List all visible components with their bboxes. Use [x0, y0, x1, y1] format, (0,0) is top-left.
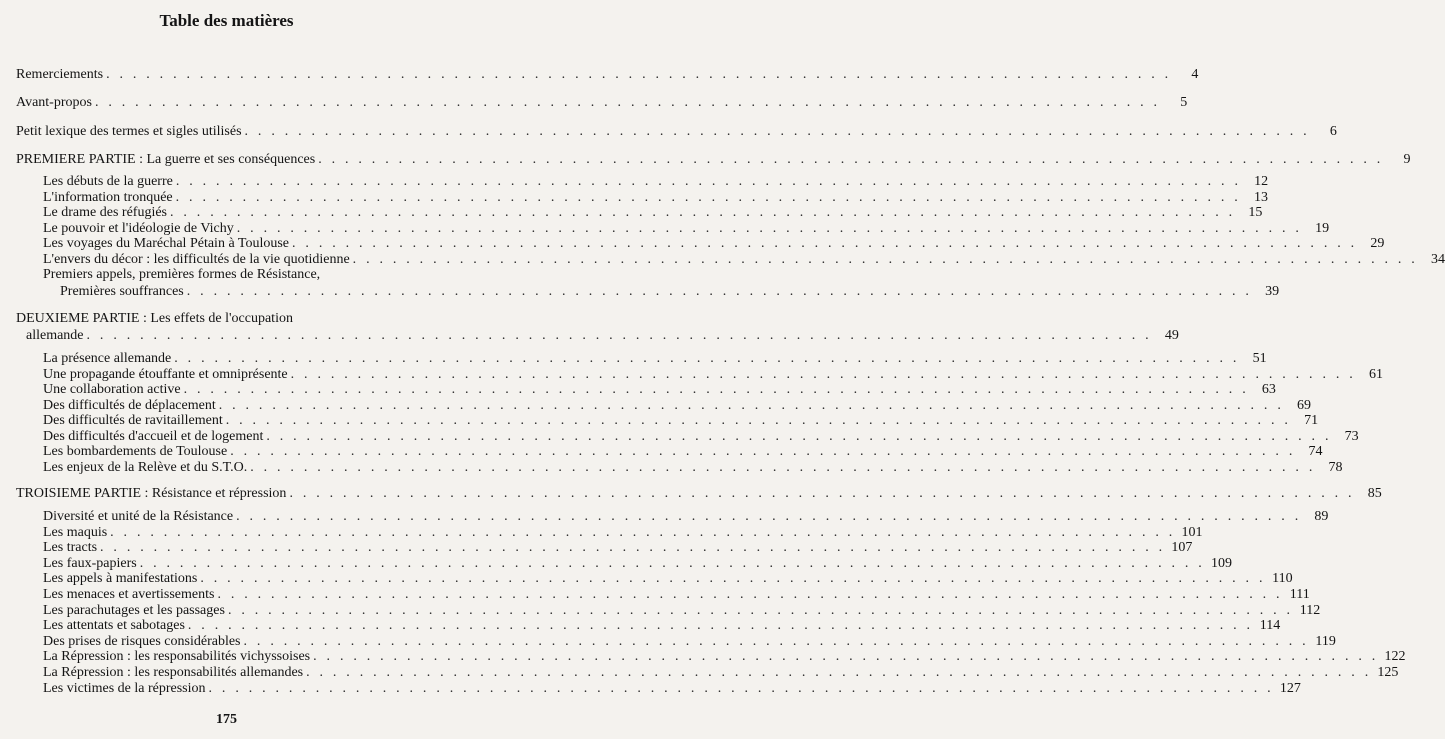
entry-title: Les attentats et sabotages: [43, 618, 185, 634]
toc-entry: [43, 251, 1445, 268]
entry-page-number: 109: [1211, 555, 1232, 571]
entry-page-number: 111: [1289, 587, 1310, 602]
entry-title: TROISIEME PARTIE : Résistance et répression: [16, 486, 287, 501]
entry-page-number: 51: [1252, 351, 1267, 366]
dot-leader: . . . . . . . . . . . . . . . . . . . . . . . . . . . . . . . . . . . . . . . . . . . . . . . . . . . . . . . . . . . . . . . . . . . . . . . . . . . . . . . .: [225, 413, 1292, 428]
entry-page-number: 101: [1181, 524, 1203, 540]
toc-entry-front: [16, 95, 1188, 111]
dot-leader: . . . . . . . . . . . . . . . . . . . . . . . . . . . . . . . . . . . . . . . . . . . . . . . . . . . . . . . . . . . . . . . . . . . . . . . . . . . . . . . .: [230, 444, 1296, 459]
dot-leader: . . . . . . . . . . . . . . . . . . . . . . . . . . . . . . . . . . . . . . . . . . . . . . . . . . . . . . . . . . . . . . . . . . . . . . . . . . . . . . . .: [186, 284, 1253, 299]
entry-page-number: 89: [1314, 509, 1329, 524]
entry-page-number: 122: [1384, 649, 1406, 665]
toc-entry: [43, 524, 1203, 541]
dot-leader: . . . . . . . . . . . . . . . . . . . . . . . . . . . . . . . . . . . . . . . . . . . . . . . . . . . . . . . . . . . . . . . . . . . . . . . . . . . . . . . .: [106, 67, 1172, 82]
entry-page-number: 63: [1261, 382, 1276, 397]
entry-title: L'information tronquée: [43, 189, 173, 205]
dot-leader: . . . . . . . . . . . . . . . . . . . . . . . . . . . . . . . . . . . . . . . . . . . . . . . . . . . . . . . . . . . . . . . . . . . . . . . . . . . . . . . .: [208, 680, 1274, 696]
dot-leader: . . . . . . . . . . . . . . . . . . . . . . . . . . . . . . . . . . . . . . . . . . . . . . . . . . . . . . . . . . . . . . . . . . . . . . . . . . . . . . . .: [352, 251, 1418, 267]
toc-entry: [43, 587, 1310, 603]
entry-title: Des difficultés de ravitaillement: [43, 413, 223, 428]
entry-title: Les appels à manifestations: [43, 571, 198, 587]
toc-entry: [43, 428, 1359, 445]
dot-leader: . . . . . . . . . . . . . . . . . . . . . . . . . . . . . . . . . . . . . . . . . . . . . . . . . . . . . . . . . . . . . . . . . . . . . . . . . . . . . . . .: [218, 397, 1285, 413]
entry-page-number: 49: [1164, 328, 1179, 343]
page-number: 175: [216, 712, 237, 727]
page-title: Table des matières: [159, 11, 294, 30]
entry-title: Avant-propos: [16, 95, 92, 110]
entry-title: allemande: [26, 328, 84, 343]
part-heading: [26, 328, 1179, 344]
dot-leader: . . . . . . . . . . . . . . . . . . . . . . . . . . . . . . . . . . . . . . . . . . . . . . . . . . . . . . . . . . . . . . . . . . . . . . . . . . . . . . . .: [183, 382, 1249, 397]
entry-page-number: 15: [1248, 205, 1263, 220]
entry-page-number: 9: [1403, 152, 1411, 167]
entry-title: La présence allemande: [43, 351, 172, 366]
part-heading: [16, 486, 1382, 502]
dot-leader: . . . . . . . . . . . . . . . . . . . . . . . . . . . . . . . . . . . . . . . . . . . . . . . . . . . . . . . . . . . . . . . . . . . . . . . . . . . . . . . .: [175, 189, 1241, 205]
dot-leader: . . . . . . . . . . . . . . . . . . . . . . . . . . . . . . . . . . . . . . . . . . . . . . . . . . . . . . . . . . . . . . . . . . . . . . . . . . . . . . . .: [217, 587, 1283, 602]
entry-page-number: 5: [1180, 95, 1188, 110]
toc-entry: [43, 236, 1385, 252]
toc-entry: [43, 413, 1319, 429]
entry-title: Les victimes de la répression: [43, 680, 206, 696]
entry-page-number: 107: [1171, 540, 1193, 556]
entry-page-number: 119: [1315, 633, 1336, 649]
dot-leader: . . . . . . . . . . . . . . . . . . . . . . . . . . . . . . . . . . . . . . . . . . . . . . . . . . . . . . . . . . . . . . . . . . . . . . . . . . . . . . . .: [200, 571, 1266, 587]
dot-leader: . . . . . . . . . . . . . . . . . . . . . . . . . . . . . . . . . . . . . . . . . . . . . . . . . . . . . . . . . . . . . . . . . . . . . . . . . . . . . . . .: [243, 633, 1309, 649]
entry-title: Les enjeux de la Relève et du S.T.O.: [43, 459, 248, 475]
entry-page-number: 61: [1368, 366, 1383, 382]
entry-page-number: 71: [1304, 413, 1319, 428]
dot-leader: . . . . . . . . . . . . . . . . . . . . . . . . . . . . . . . . . . . . . . . . . . . . . . . . . . . . . . . . . . . . . . . . . . . . . . . . . . . . . . . .: [86, 328, 1152, 343]
toc-entry: [43, 382, 1276, 398]
dot-leader: . . . . . . . . . . . . . . . . . . . . . . . . . . . . . . . . . . . . . . . . . . . . . . . . . . . . . . . . . . . . . . . . . . . . . . . . . . . . . . . .: [292, 236, 1358, 251]
dot-leader: . . . . . . . . . . . . . . . . . . . . . . . . . . . . . . . . . . . . . . . . . . . . . . . . . . . . . . . . . . . . . . . . . . . . . . . . . . . . . . . .: [139, 555, 1205, 571]
entry-page-number: 12: [1254, 174, 1269, 189]
entry-title: Diversité et unité de la Résistance: [43, 509, 234, 524]
entry-title: Les menaces et avertissements: [43, 587, 215, 602]
entry-page-number: 29: [1370, 236, 1385, 251]
toc-entry: [43, 540, 1193, 556]
entry-page-number: 6: [1329, 124, 1337, 139]
entry-title: Des difficultés de déplacement: [43, 397, 216, 413]
dot-leader: . . . . . . . . . . . . . . . . . . . . . . . . . . . . . . . . . . . . . . . . . . . . . . . . . . . . . . . . . . . . . . . . . . . . . . . . . . . . . . . .: [175, 174, 1242, 189]
entry-page-number: 110: [1272, 571, 1293, 587]
toc-entry: [43, 618, 1281, 634]
entry-title: Petit lexique des termes et sigles utilisés: [16, 124, 242, 139]
dot-leader: . . . . . . . . . . . . . . . . . . . . . . . . . . . . . . . . . . . . . . . . . . . . . . . . . . . . . . . . . . . . . . . . . . . . . . . . . . . . . . . .: [318, 152, 1384, 167]
dot-leader: . . . . . . . . . . . . . . . . . . . . . . . . . . . . . . . . . . . . . . . . . . . . . . . . . . . . . . . . . . . . . . . . . . . . . . . . . . . . . . . .: [250, 459, 1316, 475]
dot-leader: . . . . . . . . . . . . . . . . . . . . . . . . . . . . . . . . . . . . . . . . . . . . . . . . . . . . . . . . . . . . . . . . . . . . . . . . . . . . . . . .: [227, 602, 1294, 618]
entry-page-number: 127: [1279, 680, 1301, 696]
entry-page-number: 114: [1259, 618, 1281, 634]
entry-title: L'envers du décor : les difficultés de la vie quotidienne: [43, 251, 350, 267]
entry-title: Les débuts de la guerre: [43, 174, 173, 189]
entry-page-number: 39: [1265, 284, 1280, 299]
entry-title: La Répression : les responsabilités allemandes: [43, 665, 304, 680]
entry-page-number: 13: [1253, 189, 1268, 205]
toc-entry: [43, 633, 1336, 650]
toc-entry-front: [16, 67, 1199, 83]
toc-entry: [43, 189, 1268, 206]
toc-entry: [43, 555, 1232, 572]
dot-leader: . . . . . . . . . . . . . . . . . . . . . . . . . . . . . . . . . . . . . . . . . . . . . . . . . . . . . . . . . . . . . . . . . . . . . . . . . . . . . . . .: [290, 366, 1356, 382]
entry-title: Les voyages du Maréchal Pétain à Toulouse: [43, 236, 290, 251]
entry-title: Les tracts: [43, 540, 98, 556]
entry-title: Les faux-papiers: [43, 555, 137, 571]
entry-title: Des prises de risques considérables: [43, 633, 241, 649]
entry-title: PREMIERE PARTIE : La guerre et ses conséquences: [16, 152, 316, 167]
toc-entry: [60, 284, 1280, 300]
entry-title: Le pouvoir et l'idéologie de Vichy: [43, 220, 234, 236]
toc-entry-line1: Premiers appels, premières formes de Résistance,: [43, 267, 321, 282]
dot-leader: . . . . . . . . . . . . . . . . . . . . . . . . . . . . . . . . . . . . . . . . . . . . . . . . . . . . . . . . . . . . . . . . . . . . . . . . . . . . . . . .: [266, 428, 1332, 444]
dot-leader: . . . . . . . . . . . . . . . . . . . . . . . . . . . . . . . . . . . . . . . . . . . . . . . . . . . . . . . . . . . . . . . . . . . . . . . . . . . . . . . .: [110, 524, 1176, 540]
entry-title: Une propagande étouffante et omniprésente: [43, 366, 288, 382]
dot-leader: . . . . . . . . . . . . . . . . . . . . . . . . . . . . . . . . . . . . . . . . . . . . . . . . . . . . . . . . . . . . . . . . . . . . . . . . . . . . . . . .: [313, 649, 1379, 665]
toc-entry: [43, 665, 1399, 681]
toc-entry: [43, 602, 1321, 619]
entry-title: La Répression : les responsabilités vichyssoises: [43, 649, 311, 665]
dot-leader: . . . . . . . . . . . . . . . . . . . . . . . . . . . . . . . . . . . . . . . . . . . . . . . . . . . . . . . . . . . . . . . . . . . . . . . . . . . . . . . .: [244, 124, 1310, 139]
toc-entry: [43, 444, 1323, 460]
dot-leader: . . . . . . . . . . . . . . . . . . . . . . . . . . . . . . . . . . . . . . . . . . . . . . . . . . . . . . . . . . . . . . . . . . . . . . . . . . . . . . . .: [94, 95, 1161, 110]
toc-entry: [43, 174, 1269, 190]
dot-leader: . . . . . . . . . . . . . . . . . . . . . . . . . . . . . . . . . . . . . . . . . . . . . . . . . . . . . . . . . . . . . . . . . . . . . . . . . . . . . . . .: [100, 540, 1166, 556]
dot-leader: . . . . . . . . . . . . . . . . . . . . . . . . . . . . . . . . . . . . . . . . . . . . . . . . . . . . . . . . . . . . . . . . . . . . . . . . . . . . . . . .: [289, 486, 1355, 501]
toc-entry: [43, 459, 1343, 476]
toc-entry: [43, 680, 1301, 697]
toc-entry: [43, 205, 1263, 221]
entry-page-number: 19: [1315, 220, 1330, 236]
entry-page-number: 78: [1328, 459, 1343, 475]
entry-title: Une collaboration active: [43, 382, 181, 397]
entry-title: Les maquis: [43, 524, 108, 540]
dot-leader: . . . . . . . . . . . . . . . . . . . . . . . . . . . . . . . . . . . . . . . . . . . . . . . . . . . . . . . . . . . . . . . . . . . . . . . . . . . . . . . .: [174, 351, 1240, 366]
dot-leader: . . . . . . . . . . . . . . . . . . . . . . . . . . . . . . . . . . . . . . . . . . . . . . . . . . . . . . . . . . . . . . . . . . . . . . . . . . . . . . . .: [236, 509, 1302, 524]
entry-title: Des difficultés d'accueil et de logement: [43, 428, 264, 444]
dot-leader: . . . . . . . . . . . . . . . . . . . . . . . . . . . . . . . . . . . . . . . . . . . . . . . . . . . . . . . . . . . . . . . . . . . . . . . . . . . . . . . .: [187, 618, 1254, 634]
dot-leader: . . . . . . . . . . . . . . . . . . . . . . . . . . . . . . . . . . . . . . . . . . . . . . . . . . . . . . . . . . . . . . . . . . . . . . . . . . . . . . . .: [236, 220, 1303, 236]
entry-page-number: 125: [1377, 665, 1399, 680]
entry-page-number: 112: [1299, 602, 1321, 618]
entry-page-number: 74: [1308, 444, 1323, 459]
part-heading: [16, 152, 1411, 168]
entry-title: Les bombardements de Toulouse: [43, 444, 228, 459]
entry-page-number: 34: [1430, 251, 1445, 267]
toc-entry: [43, 366, 1383, 383]
toc-entry: [43, 397, 1312, 414]
entry-page-number: 69: [1297, 397, 1312, 413]
toc-entry: [43, 509, 1329, 525]
toc-entry: [43, 571, 1293, 587]
dot-leader: . . . . . . . . . . . . . . . . . . . . . . . . . . . . . . . . . . . . . . . . . . . . . . . . . . . . . . . . . . . . . . . . . . . . . . . . . . . . . . . .: [170, 205, 1236, 220]
toc-entry: [43, 351, 1267, 367]
part-heading-line1: DEUXIEME PARTIE : Les effets de l'occupation: [16, 311, 293, 326]
entry-title: Le drame des réfugiés: [43, 205, 167, 220]
dot-leader: . . . . . . . . . . . . . . . . . . . . . . . . . . . . . . . . . . . . . . . . . . . . . . . . . . . . . . . . . . . . . . . . . . . . . . . . . . . . . . . .: [306, 665, 1372, 680]
entry-title: Premières souffrances: [60, 284, 184, 299]
entry-title: Les parachutages et les passages: [43, 602, 225, 618]
entry-page-number: 85: [1367, 486, 1382, 501]
toc-entry: [43, 649, 1406, 665]
entry-title: Remerciements: [16, 67, 104, 82]
toc-entry-front: [16, 124, 1337, 140]
entry-page-number: 4: [1191, 67, 1199, 82]
entry-page-number: 73: [1344, 428, 1359, 444]
toc-entry: [43, 220, 1330, 237]
